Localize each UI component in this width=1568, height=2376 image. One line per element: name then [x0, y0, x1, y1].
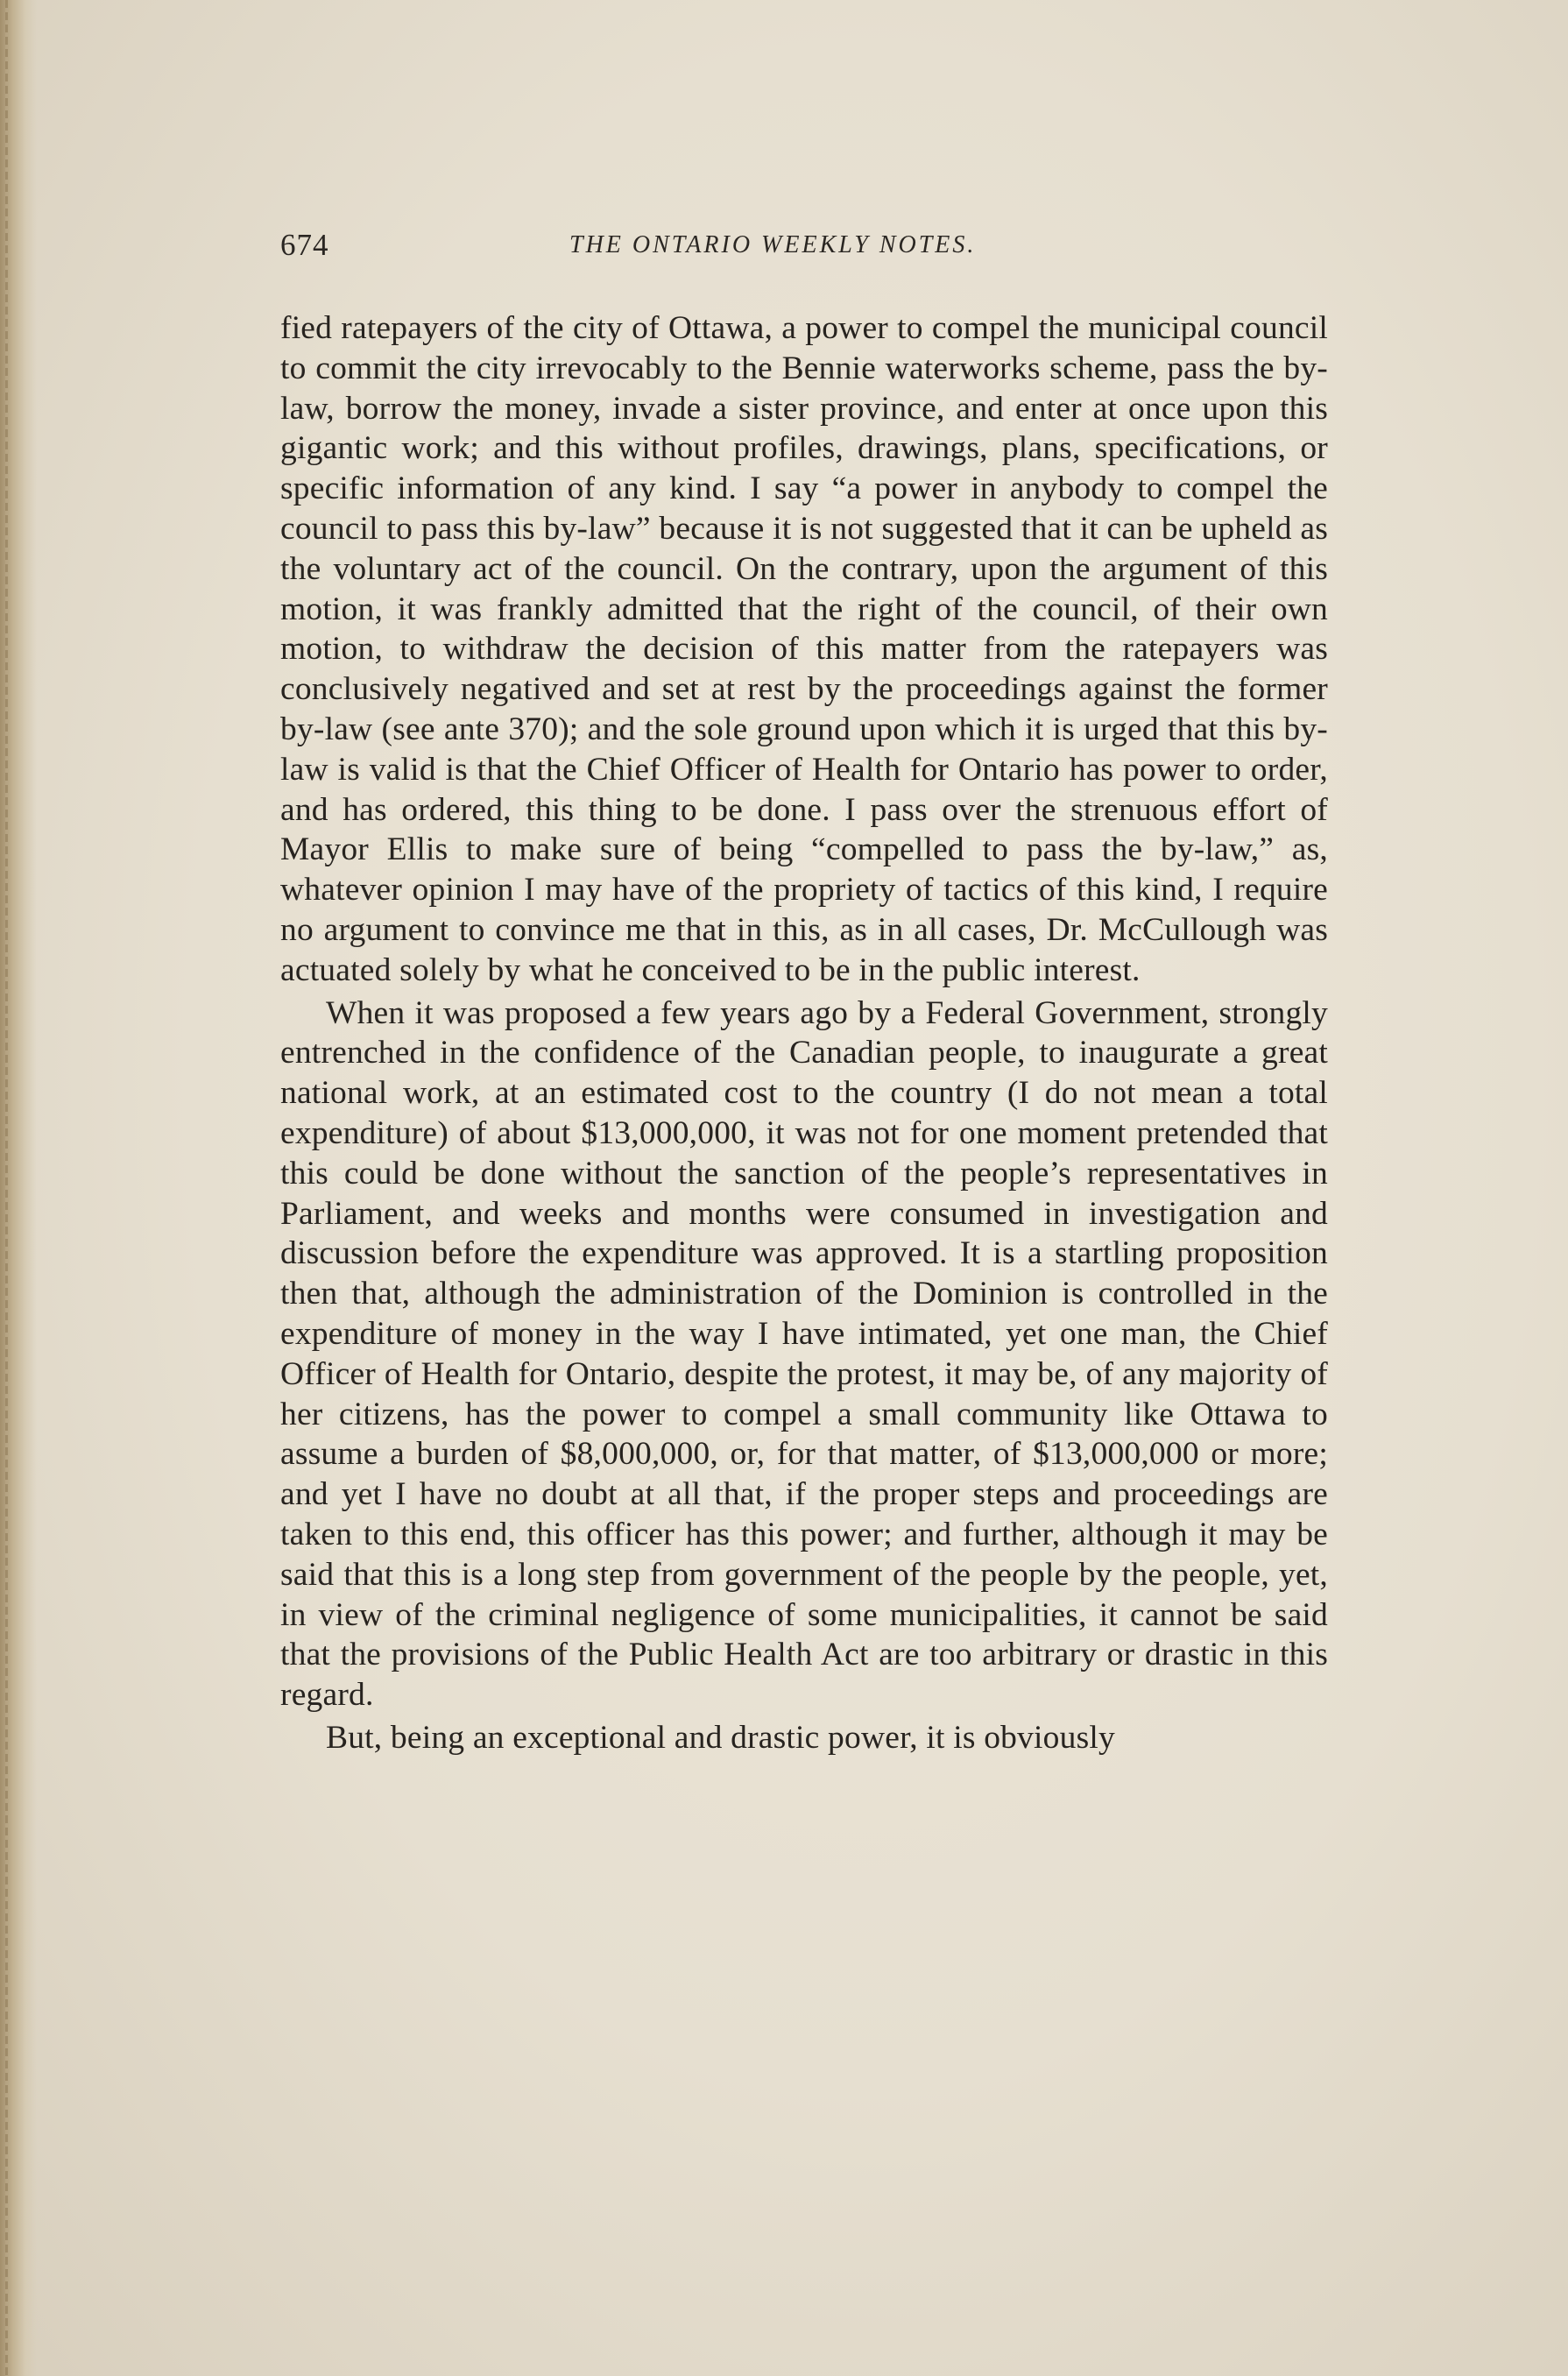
paragraph-continued: fied ratepayers of the city of Ottawa, a power to compel the municipal council to commit the city irrevocably to the Bennie waterworks scheme, pass the by-law, borrow the money, invade a sister province, and enter at once upon this gigantic work; and this without profiles, drawings, plans, specifications, or specific information of any kind. I say “a power in anybody to compel the council to pass this by-law” because it is not suggested that it can be upheld as the voluntary act of the council. On the contrary, upon the argument of this motion, it was frankly admitted that the right of the council, of their own motion, to withdraw the decision of this matter from the ratepayers was conclusively negatived and set at rest by the proceedings against the former by-law (see ante 370); and the sole ground upon which it is urged that this by-law is valid is that the Chief Officer of Health for Ontario has power to order, and has ordered, this thing to be done. I pass over the strenuous effort of Mayor Ellis to make sure of being “compelled to pass the by-law,” as, whatever opinion I may have of the propriety of tactics of this kind, I require no argument to convince me that in this, as in all cases, Dr. McCullough was actuated solely by what he conceived to be in the public interest.	[280, 310, 1328, 988]
page-gutter-edge	[0, 0, 37, 2376]
body-text	[280, 308, 1328, 1761]
page-number: 674	[280, 228, 329, 262]
page-header	[280, 228, 1331, 280]
running-head: THE ONTARIO WEEKLY NOTES.	[569, 231, 977, 258]
paragraph: But, being an exceptional and drastic power, it is obviously	[326, 1719, 1115, 1756]
paragraph: When it was proposed a few years ago by a Federal Government, strongly entrenched in the confidence of the Canadian people, to inaugurate a great national work, at an estimated cost to the country (I do not mean a total expenditure) of about $13,000,000, it was not for one moment pretended that this could be done without the sanction of the people’s representatives in Parliament, and weeks and months were consumed in investigation and discussion before the expenditure was approved. It is a startling proposition then that, although the administration of the Dominion is controlled in the expenditure of money in the way I have intimated, yet one man, the Chief Officer of Health for Ontario, despite the protest, it may be, of any majority of her citizens, has the power to compel a small community like Ottawa to assume a burden of $8,000,000, or, for that matter, of $13,000,000 or more; and yet I have no doubt at all that, if the proper steps and proceedings are taken to this end, this officer has this power; and further, although it may be said that this is a long step from government of the people by the people, yet, in view of the criminal negligence of some municipalities, it cannot be said that the provisions of the Public Health Act are too arbitrary or drastic in this regard.	[280, 994, 1328, 1714]
